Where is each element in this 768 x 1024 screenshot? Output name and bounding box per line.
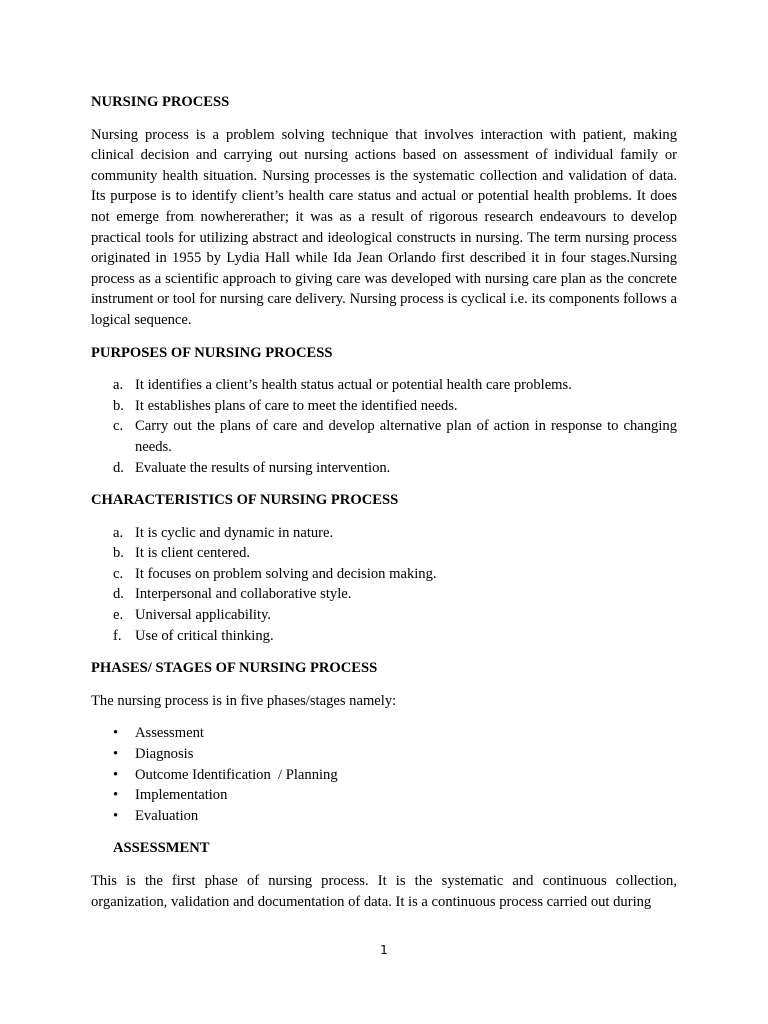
purposes-heading: PURPOSES OF NURSING PROCESS [91,344,333,361]
list-item [91,416,677,457]
list-item [91,458,677,479]
list-item-text: Universal applicability. [135,607,272,624]
list-item [91,626,677,647]
bullet-icon: • [113,725,119,742]
list-item-text: Interpersonal and collaborative style. [135,586,352,603]
list-item [91,605,677,626]
purposes-list [91,375,677,478]
list-item [91,723,677,744]
phases-intro: The nursing process is in five phases/stages namely: [91,692,397,709]
phases-heading: PHASES/ STAGES OF NURSING PROCESS [91,660,378,677]
bullet-icon: • [113,766,119,783]
assessment-paragraph: This is the first phase of nursing process. It is the systematic and continuous collection, organization, validation and documentation of data. It is a continuous process carried out during [91,873,677,910]
list-marker: d. [113,459,124,476]
list-item-text: It is client centered. [135,545,251,562]
list-marker: c. [113,418,124,435]
list-marker: f. [113,627,122,644]
list-item-text: It is cyclic and dynamic in nature. [135,524,334,541]
list-item [91,543,677,564]
list-marker: b. [113,397,124,414]
list-item-text: Evaluate the results of nursing intervention. [135,459,391,476]
list-item-text: It focuses on problem solving and decision making. [135,565,437,582]
intro-paragraph: Nursing process is a problem solving technique that involves interaction with patient, making clinical decision and carrying out nursing actions based on assessment of individual family or community health situation. Nursing processes is the systematic collection and validation of data. Its purpose is to identify client’s health care status and actual or potential health problems. It does not emerge from nowhererather; it was as a result of rigorous research endeavours to develop practical tools for utilizing abstract and ideological constructs in nursing. The term nursing process originated in 1955 by Lydia Hall while Ida Jean Orlando first described it in four stages.Nursing process as a scientific approach to giving care was developed with nursing care plan as the concrete instrument or tool for nursing care delivery. Nursing process is cyclical i.e. its components follows a logical sequence. [91,126,677,328]
list-marker: e. [113,607,124,624]
list-item-text: Use of critical thinking. [135,627,274,644]
list-item [91,584,677,605]
list-item [91,564,677,585]
list-item-text: Outcome Identification / Planning [135,766,338,783]
list-item-text: Assessment [135,725,204,742]
list-item [91,396,677,417]
page-content [91,92,677,912]
bullet-icon: • [113,787,119,804]
list-item [91,765,677,786]
characteristics-heading: CHARACTERISTICS OF NURSING PROCESS [91,492,399,509]
bullet-icon: • [113,746,119,763]
list-item [91,785,677,806]
list-item-text: Implementation [135,787,228,804]
list-marker: a. [113,524,124,541]
list-item-text: Diagnosis [135,746,194,763]
list-marker: a. [113,377,124,394]
list-marker: b. [113,545,124,562]
assessment-heading: ASSESSMENT [113,840,210,857]
phases-list [91,723,677,826]
characteristics-list [91,523,677,647]
list-item [91,523,677,544]
list-item [91,375,677,396]
list-marker: d. [113,586,124,603]
list-item-text: It establishes plans of care to meet the identified needs. [135,397,458,414]
list-item-text: Evaluation [135,807,199,824]
bullet-icon: • [113,807,119,824]
list-item-text: It identifies a client’s health status actual or potential health care problems. [135,377,572,394]
page-number: 1 [380,943,388,957]
list-item [91,744,677,765]
document-title: NURSING PROCESS [91,94,230,110]
list-item [91,806,677,827]
list-item-text: Carry out the plans of care and develop alternative plan of action in response to changing needs. [135,418,677,455]
list-marker: c. [113,565,124,582]
